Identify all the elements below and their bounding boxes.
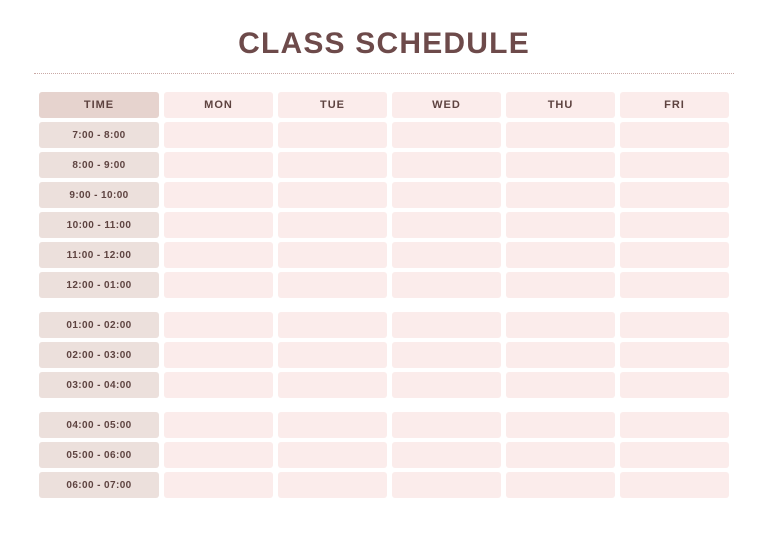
- time-slot-label: 02:00 - 03:00: [39, 342, 159, 368]
- schedule-cell-thu-6[interactable]: [506, 312, 615, 338]
- row-group-spacer: [39, 402, 729, 408]
- schedule-cell-thu-1[interactable]: [506, 152, 615, 178]
- schedule-cell-mon-11[interactable]: [164, 472, 273, 498]
- column-header-fri: FRI: [620, 92, 729, 118]
- table-row: [39, 372, 729, 398]
- time-slot-label: 01:00 - 02:00: [39, 312, 159, 338]
- schedule-cell-wed-4[interactable]: [392, 242, 501, 268]
- schedule-cell-tue-10[interactable]: [278, 442, 387, 468]
- schedule-cell-thu-3[interactable]: [506, 212, 615, 238]
- schedule-cell-mon-7[interactable]: [164, 342, 273, 368]
- time-slot-label: 12:00 - 01:00: [39, 272, 159, 298]
- schedule-cell-thu-10[interactable]: [506, 442, 615, 468]
- schedule-cell-wed-10[interactable]: [392, 442, 501, 468]
- column-header-wed: WED: [392, 92, 501, 118]
- schedule-cell-fri-8[interactable]: [620, 372, 729, 398]
- schedule-cell-wed-8[interactable]: [392, 372, 501, 398]
- table-row: [39, 312, 729, 338]
- time-slot-label: 05:00 - 06:00: [39, 442, 159, 468]
- schedule-cell-tue-0[interactable]: [278, 122, 387, 148]
- table-row: [39, 242, 729, 268]
- schedule-cell-thu-9[interactable]: [506, 412, 615, 438]
- time-slot-label: 11:00 - 12:00: [39, 242, 159, 268]
- table-row: [39, 412, 729, 438]
- schedule-cell-fri-6[interactable]: [620, 312, 729, 338]
- schedule-cell-mon-9[interactable]: [164, 412, 273, 438]
- schedule-cell-mon-1[interactable]: [164, 152, 273, 178]
- schedule-cell-fri-1[interactable]: [620, 152, 729, 178]
- time-slot-label: 06:00 - 07:00: [39, 472, 159, 498]
- schedule-cell-mon-10[interactable]: [164, 442, 273, 468]
- schedule-cell-wed-0[interactable]: [392, 122, 501, 148]
- schedule-table-header: [39, 92, 729, 118]
- schedule-cell-tue-1[interactable]: [278, 152, 387, 178]
- schedule-cell-tue-11[interactable]: [278, 472, 387, 498]
- schedule-cell-thu-2[interactable]: [506, 182, 615, 208]
- schedule-cell-wed-6[interactable]: [392, 312, 501, 338]
- schedule-cell-wed-2[interactable]: [392, 182, 501, 208]
- schedule-cell-tue-9[interactable]: [278, 412, 387, 438]
- time-slot-label: 04:00 - 05:00: [39, 412, 159, 438]
- table-row: [39, 122, 729, 148]
- header-row: [39, 92, 729, 118]
- page-title: CLASS SCHEDULE: [238, 27, 530, 60]
- schedule-table-body: [39, 122, 729, 498]
- schedule-cell-fri-5[interactable]: [620, 272, 729, 298]
- schedule-cell-wed-9[interactable]: [392, 412, 501, 438]
- schedule-cell-fri-2[interactable]: [620, 182, 729, 208]
- schedule-cell-mon-6[interactable]: [164, 312, 273, 338]
- schedule-cell-mon-4[interactable]: [164, 242, 273, 268]
- schedule-cell-mon-2[interactable]: [164, 182, 273, 208]
- schedule-table: [34, 88, 734, 502]
- schedule-cell-wed-7[interactable]: [392, 342, 501, 368]
- time-slot-label: 10:00 - 11:00: [39, 212, 159, 238]
- table-row: [39, 212, 729, 238]
- table-row: [39, 152, 729, 178]
- column-header-tue: TUE: [278, 92, 387, 118]
- schedule-cell-fri-7[interactable]: [620, 342, 729, 368]
- schedule-cell-thu-11[interactable]: [506, 472, 615, 498]
- schedule-cell-tue-8[interactable]: [278, 372, 387, 398]
- schedule-cell-fri-0[interactable]: [620, 122, 729, 148]
- table-row: [39, 472, 729, 498]
- table-row: [39, 182, 729, 208]
- schedule-cell-tue-5[interactable]: [278, 272, 387, 298]
- schedule-cell-thu-0[interactable]: [506, 122, 615, 148]
- schedule-cell-tue-2[interactable]: [278, 182, 387, 208]
- schedule-cell-tue-7[interactable]: [278, 342, 387, 368]
- schedule-cell-thu-7[interactable]: [506, 342, 615, 368]
- table-row: [39, 442, 729, 468]
- schedule-cell-fri-9[interactable]: [620, 412, 729, 438]
- schedule-cell-thu-4[interactable]: [506, 242, 615, 268]
- column-header-time: TIME: [39, 92, 159, 118]
- time-slot-label: 8:00 - 9:00: [39, 152, 159, 178]
- schedule-cell-wed-3[interactable]: [392, 212, 501, 238]
- schedule-cell-mon-0[interactable]: [164, 122, 273, 148]
- schedule-cell-mon-8[interactable]: [164, 372, 273, 398]
- time-slot-label: 03:00 - 04:00: [39, 372, 159, 398]
- schedule-cell-tue-6[interactable]: [278, 312, 387, 338]
- schedule-cell-fri-11[interactable]: [620, 472, 729, 498]
- schedule-cell-mon-5[interactable]: [164, 272, 273, 298]
- table-row: [39, 272, 729, 298]
- schedule-cell-thu-8[interactable]: [506, 372, 615, 398]
- schedule-cell-fri-10[interactable]: [620, 442, 729, 468]
- row-group-spacer: [39, 302, 729, 308]
- title-divider: [34, 73, 734, 74]
- time-slot-label: 9:00 - 10:00: [39, 182, 159, 208]
- schedule-cell-fri-4[interactable]: [620, 242, 729, 268]
- schedule-cell-tue-3[interactable]: [278, 212, 387, 238]
- schedule-cell-mon-3[interactable]: [164, 212, 273, 238]
- schedule-cell-wed-5[interactable]: [392, 272, 501, 298]
- schedule-cell-thu-5[interactable]: [506, 272, 615, 298]
- column-header-thu: THU: [506, 92, 615, 118]
- column-header-mon: MON: [164, 92, 273, 118]
- row-group-spacer-cell: [39, 402, 729, 408]
- schedule-cell-wed-11[interactable]: [392, 472, 501, 498]
- table-row: [39, 342, 729, 368]
- time-slot-label: 7:00 - 8:00: [39, 122, 159, 148]
- row-group-spacer-cell: [39, 302, 729, 308]
- schedule-cell-wed-1[interactable]: [392, 152, 501, 178]
- schedule-cell-tue-4[interactable]: [278, 242, 387, 268]
- schedule-cell-fri-3[interactable]: [620, 212, 729, 238]
